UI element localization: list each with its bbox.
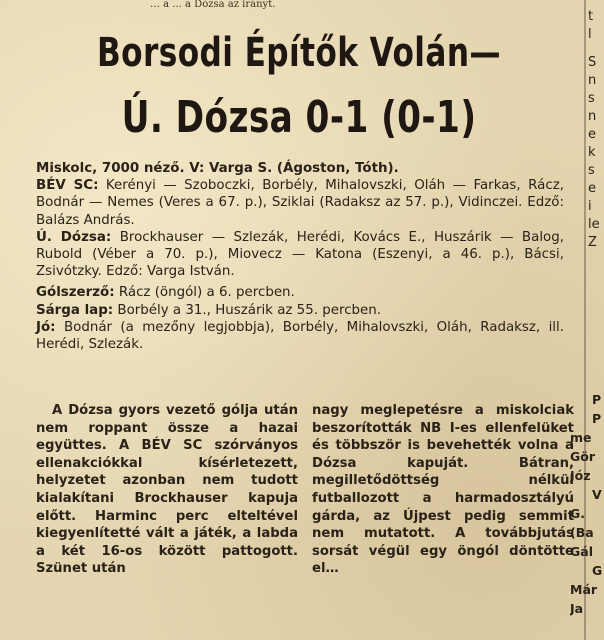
- margin-letter: Z: [588, 235, 597, 250]
- margin-letter: le: [588, 217, 600, 232]
- margin-letter: S: [588, 55, 597, 70]
- card-label: Sárga lap:: [36, 302, 114, 318]
- scorer-label: Gólszerző:: [36, 285, 115, 301]
- good-text: Bodnár (a mezőny legjobbja), Borbély, Mihalovszki, Oláh, Radaksz, ill. Herédi, Szlezák.: [36, 319, 564, 353]
- good-players-line: [36, 319, 564, 353]
- margin-letter: s: [588, 91, 595, 106]
- margin-letter: t: [588, 9, 594, 24]
- margin-fragment: Gál: [570, 544, 593, 559]
- margin-fragment: me: [570, 430, 592, 445]
- team1-label: BÉV SC:: [36, 178, 99, 194]
- card-text: Borbély a 31., Huszárik az 55. percben.: [113, 302, 382, 318]
- scorer-text: Rácz (öngól) a 6. percben.: [114, 285, 295, 301]
- margin-fragment: P: [592, 411, 602, 426]
- margin-letter: n: [588, 73, 597, 88]
- venue-line: Miskolc, 7000 néző. V: Varga S. (Ágoston, Tóth).: [36, 161, 399, 176]
- margin-fragment: G: [592, 563, 603, 578]
- margin-letter: i: [588, 199, 592, 214]
- margin-fragment: Józ: [570, 468, 591, 483]
- margin-fragment: G.: [570, 506, 586, 521]
- headline-line-2: Ú. Dózsa 0-1 (0-1): [121, 92, 477, 143]
- scorer-line: [36, 284, 564, 301]
- match-info-block: [36, 160, 564, 353]
- margin-letter: k: [588, 145, 596, 160]
- margin-letter: s: [588, 163, 595, 178]
- card-line: [36, 302, 564, 319]
- margin-column-bottom: [570, 390, 604, 640]
- margin-fragment: Ja: [570, 601, 584, 616]
- margin-letter: n: [588, 109, 597, 124]
- margin-letter: l: [588, 27, 592, 42]
- team1-text: Kerényi — Szoboczki, Borbély, Mihalovszki, Oláh — Farkas, Rácz, Bodnár — Nemes (Veres a 67. p.), Sziklai (Radaksz az 57. p.), Vidinczei. Edző: Balázs András.: [36, 178, 564, 228]
- headline-line-1: Borsodi Építők Volán—: [96, 30, 502, 76]
- margin-fragment: Már: [570, 582, 598, 597]
- margin-fragment: P: [592, 392, 602, 407]
- margin-fragment: V: [592, 487, 602, 502]
- margin-letter: e: [588, 127, 596, 142]
- margin-letter: e: [588, 181, 596, 196]
- good-label: Jó:: [36, 319, 56, 335]
- margin-fragment: (Ba: [570, 525, 594, 540]
- team1-lineup: [36, 177, 564, 229]
- team2-label: Ú. Dózsa:: [36, 229, 112, 245]
- team2-lineup: [36, 229, 564, 281]
- article-left-column: A Dózsa gyors vezető gólja után nem roppant össze a hazai együttes. A BÉV SC szórványos ellenakciókkal kísérletezett, helyzetet azonban nem tudott kialakítani Brockhauser kapuja előtt. Harminc perc elteltével kiegyenlítetté vált a játék, a labda a két 16-os között pattogott. Szünet után: [36, 403, 298, 577]
- margin-fragment: Gör: [570, 449, 596, 464]
- article-right-column: nagy meglepetésre a miskolciak beszorították NB I-es ellenfelüket és többször is bevehették volna a Dózsa kapuját. Bátran, megilletődöttség nélkül futballozott a harmadosztályú gárda, az Újpest pedig semmit nem mutatott. A továbbjutás sorsát végül egy öngól döntötte el…: [312, 403, 574, 577]
- top-fragment-text: … a ... a Dózsa az irányt.: [150, 0, 276, 10]
- team2-text: Brockhauser — Szlezák, Herédi, Kovács E., Huszárik — Balog, Rubold (Véber a 70. p.), Miovecz — Katona (Eszenyi, a 46. p.), Bácsi, Zsivótzky. Edző: Varga István.: [36, 229, 564, 280]
